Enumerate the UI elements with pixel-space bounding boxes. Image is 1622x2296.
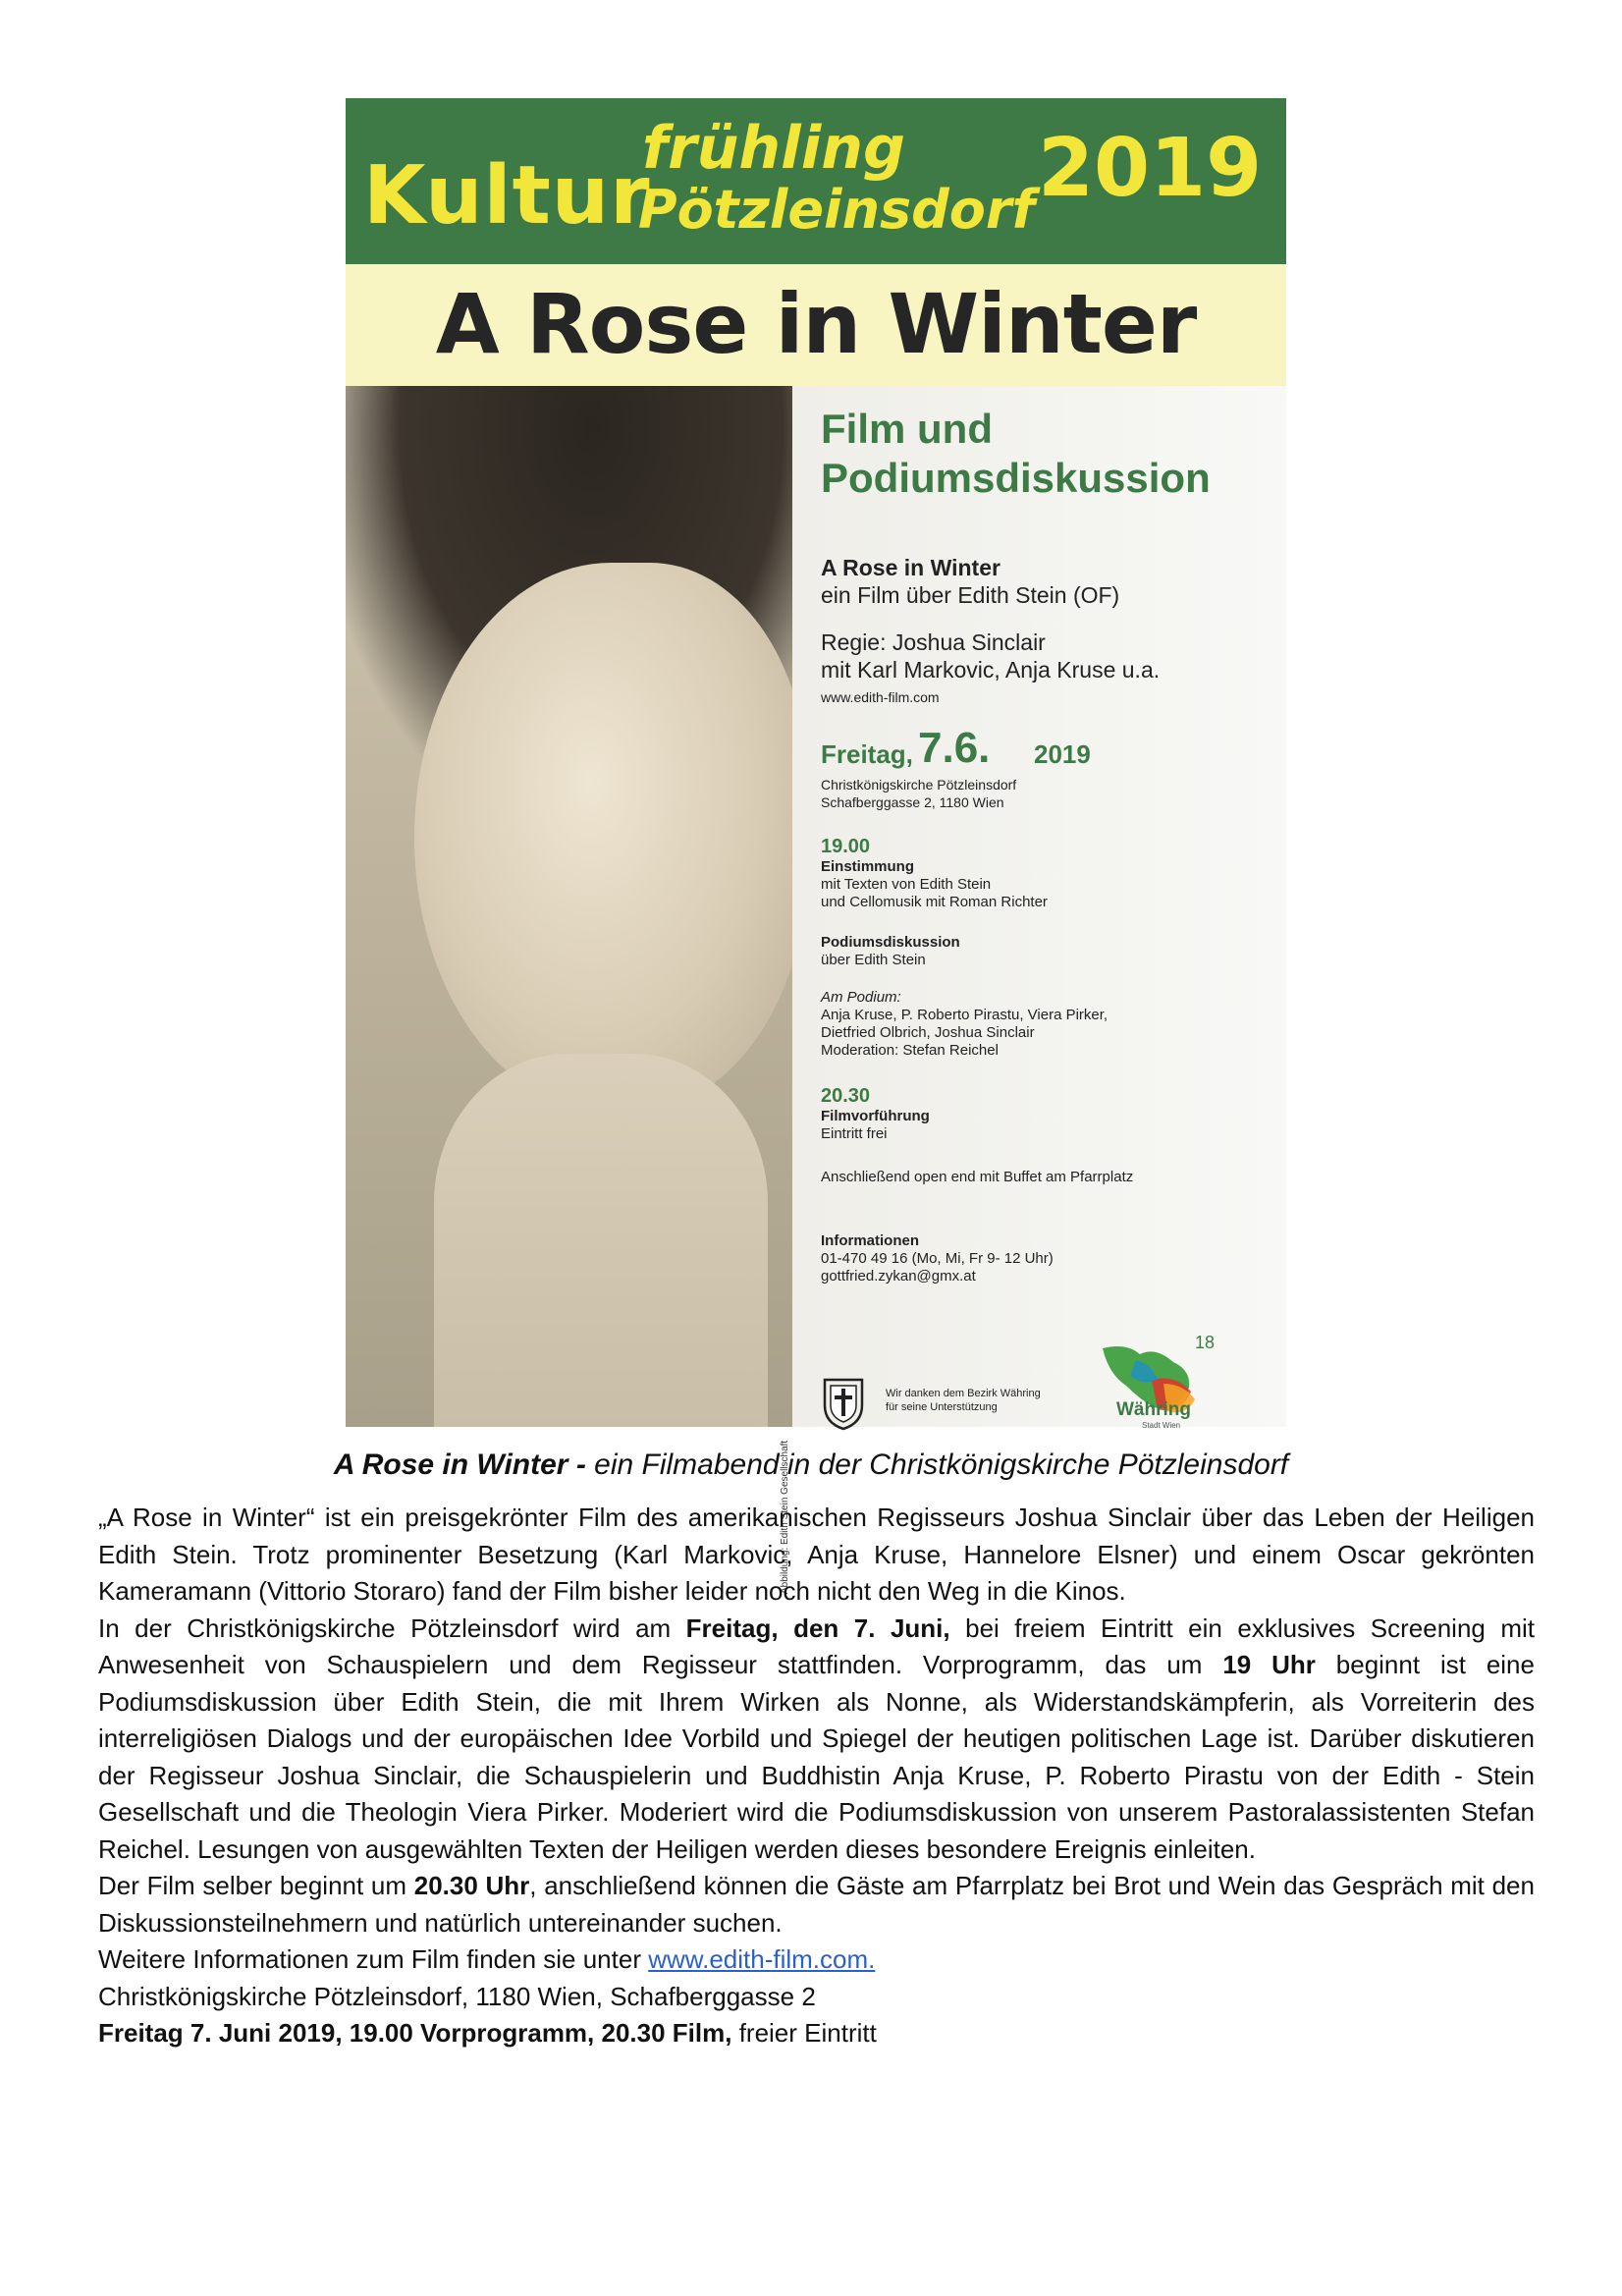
time-2: 20.30	[821, 1085, 871, 1107]
header-year: 2019	[1038, 122, 1263, 215]
time-1-desc-2: und Cellomusik mit Roman Richter	[821, 894, 1048, 910]
film-cast: mit Karl Markovic, Anja Kruse u.a.	[821, 657, 1161, 683]
p4-text-a: Weitere Informationen zum Film finden sie unter	[98, 1944, 649, 1974]
date-day: Freitag,	[821, 739, 913, 769]
p3-bold-time: 20.30 Uhr	[413, 1871, 530, 1900]
venue-line-2: Schafberggasse 2, 1180 Wien	[821, 794, 1004, 810]
header-fruehling: frühling	[642, 114, 905, 183]
waehring-number: 18	[1195, 1333, 1216, 1352]
poster-title: A Rose in Winter	[435, 276, 1197, 372]
paragraph-1: „A Rose in Winter“ ist ein preisgekrönter Film des amerikanischen Regisseurs Joshua Sinclair über das Leben der Heiligen Edith Stein. Trotz prominenter Besetzung (Karl Markovic, Anja Kruse, Hannelore Elsner) und einem Oscar gekrönten Kameramann (Vittorio Storaro) fand der Film bisher leider noch nicht den Weg in die Kinos.	[98, 1503, 1535, 1606]
time-1-label: Einstimmung	[821, 858, 915, 875]
film-regie: Regie: Joshua Sinclair	[821, 629, 1046, 655]
info-phone: 01-470 49 16 (Mo, Mi, Fr 9- 12 Uhr)	[821, 1250, 1054, 1267]
poster-info-panel	[792, 386, 1286, 1430]
am-podium-label: Am Podium:	[821, 989, 901, 1006]
article-heading-rest: ein Filmabend in der Christkönigskirche Pötzleinsdorf	[585, 1449, 1289, 1481]
p2-text-c: bei freiem Eintritt ein exklusives Screening mit Anwesenheit von Schauspielern und dem Regisseur stattfinden. Vorprogramm, das um	[98, 1613, 1536, 1679]
p3-text-c: , anschließend können die Gäste am Pfarrplatz bei Brot und Wein das Gespräch mit den Diskussionsteilnehmern und natürlich untereinander suchen.	[98, 1871, 1535, 1938]
paragraph-5: Christkönigskirche Pötzleinsdorf, 1180 Wien, Schafberggasse 2	[98, 1981, 816, 2011]
film-title: A Rose in Winter	[821, 555, 1000, 580]
podium-label: Podiumsdiskussion	[821, 934, 960, 951]
poster-subtitle-2: Podiumsdiskussion	[821, 455, 1211, 501]
paragraph-4	[98, 1941, 1535, 1979]
poster-subtitle-1: Film und	[821, 406, 993, 452]
date-year: 2019	[1034, 739, 1091, 769]
waehring-sub: Stadt Wien	[1142, 1421, 1181, 1430]
poster-header	[346, 98, 1286, 264]
venue-line-1: Christkönigskirche Pötzleinsdorf	[821, 777, 1017, 793]
p2-text-d: beginnt ist eine Podiumsdiskussion über Edith Stein, die mit Ihrem Wirken als Nonne, als Widerstandskämpferin, als Vorreiterin des interreligiösen Dialogs und der europäischen Idee Vorbild und Spiegel der heutigen politischen Lage ist. Darüber diskutieren der Regisseur Joshua Sinclair, die Schauspielerin und Buddhistin Anja Kruse, P. Roberto Pirastu von der Edith - Stein Gesellschaft und die Theologin Viera Pirker. Moderiert wird die Podiumsdiskussion von unserem Pastoralassistenten Stefan Reichel. Lesungen von ausgewählten Texten der Heiligen werden dieses besondere Ereignis einleiten.	[98, 1650, 1535, 1864]
time-1: 19.00	[821, 836, 871, 857]
poster-titlebar	[346, 264, 1286, 386]
website-link[interactable]: www.edith-film.com.	[648, 1944, 876, 1974]
thanks-line-2: für seine Unterstützung	[886, 1401, 998, 1413]
article-body	[98, 1500, 1535, 2052]
podium-names-2: Dietfried Olbrich, Joshua Sinclair	[821, 1024, 1035, 1041]
p2-bold-date: Freitag, den 7. Juni,	[685, 1613, 950, 1643]
photo-credit: Abbildung: Edith Stein Gesellschaft	[780, 1440, 790, 1594]
p6-bold: Freitag 7. Juni 2019, 19.00 Vorprogramm, 20.30 Film,	[98, 2018, 732, 2048]
church-crest-icon	[821, 1376, 866, 1431]
header-poetzleinsdorf: Pötzleinsdorf	[638, 179, 1036, 241]
paragraph-3	[98, 1868, 1535, 1941]
buffet-note: Anschließend open end mit Buffet am Pfarrplatz	[821, 1169, 1134, 1185]
info-label: Informationen	[821, 1232, 919, 1249]
time-2-desc: Eintritt frei	[821, 1125, 888, 1142]
article-heading-bold: A Rose in Winter -	[333, 1449, 586, 1481]
film-desc: ein Film über Edith Stein (OF)	[821, 582, 1120, 608]
portrait-neck	[434, 1054, 768, 1427]
time-1-desc-1: mit Texten von Edith Stein	[821, 876, 992, 893]
paragraph-2	[98, 1611, 1535, 1869]
header-kultur: Kultur	[363, 149, 651, 243]
time-2-label: Filmvorführung	[821, 1108, 930, 1124]
info-email: gottfried.zykan@gmx.at	[821, 1268, 976, 1285]
p6-text: freier Eintritt	[731, 2018, 877, 2048]
podium-desc: über Edith Stein	[821, 952, 926, 968]
thanks-line-1: Wir danken dem Bezirk Währing	[886, 1388, 1041, 1399]
paragraph-6	[98, 2015, 1535, 2052]
waehring-label: Währing	[1116, 1399, 1191, 1420]
p2-text-a: In der Christkönigskirche Pötzleinsdorf wird am	[98, 1613, 686, 1643]
podium-names-1: Anja Kruse, P. Roberto Pirastu, Viera Pirker,	[821, 1007, 1108, 1023]
article-heading	[0, 1449, 1622, 1482]
portrait-face	[414, 563, 807, 1113]
p3-text-a: Der Film selber beginnt um	[98, 1871, 414, 1900]
p2-bold-time: 19 Uhr	[1222, 1650, 1316, 1679]
moderation: Moderation: Stefan Reichel	[821, 1042, 999, 1059]
film-website: www.edith-film.com	[821, 689, 940, 705]
date-big: 7.6.	[918, 724, 991, 772]
